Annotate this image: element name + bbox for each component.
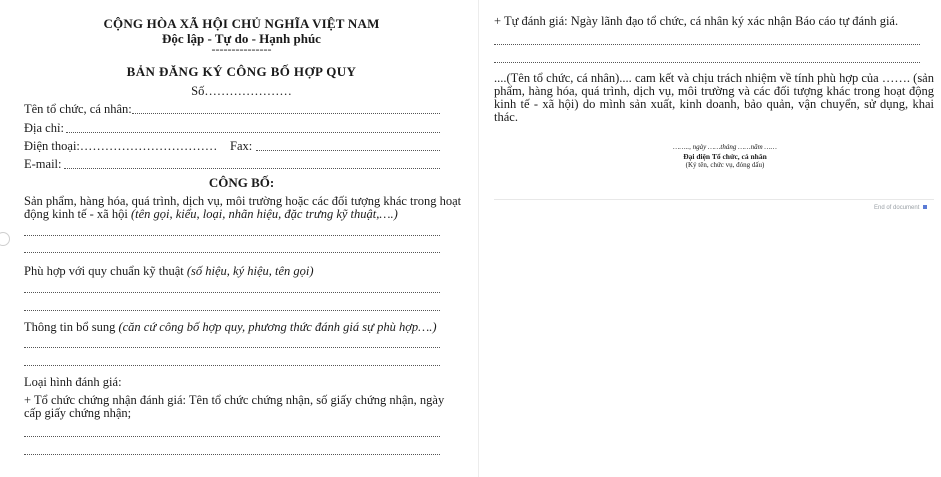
conformity-field-line-1[interactable] [24,292,440,293]
phone-label: Điện thoại:…………………………… [24,139,218,153]
end-of-document-marker [874,205,927,211]
email-field[interactable] [64,168,440,169]
conformity-description [24,264,314,279]
header-separator: --------------- [211,42,272,56]
fax-label: Fax: [230,139,253,153]
assessment-type-label: Loại hình đánh giá: [24,375,122,389]
conformity-field-line-2[interactable] [24,310,440,311]
document-number: Số………………… [191,84,292,98]
product-text: Sản phẩm, hàng hóa, quá trình, dịch vụ, môi trường hoặc các đối tượng khác trong hoạt động kinh tế - xã hội [24,194,462,221]
country-name: CỘNG HÒA XÃ HỘI CHỦ NGHĨA VIỆT NAM [103,16,380,31]
extra-info-field-line-2[interactable] [24,365,440,366]
signature-hint: (Ký tên, chức vụ, đóng dấu) [685,161,765,169]
product-description [24,195,464,221]
extra-info-hint: (căn cứ công bố hợp quy, phương thức đánh giá sự phù hợp….) [118,320,437,334]
product-hint: (tên gọi, kiểu, loại, nhãn hiệu, đặc trưng kỹ thuật,….) [130,207,398,221]
conformity-hint: (số hiệu, ký hiệu, tên gọi) [186,264,314,278]
extra-info-text: Thông tin bổ sung [24,320,119,334]
end-divider [494,199,934,200]
certification-field-line-2[interactable] [24,454,440,455]
signature-date-line: …….., ngày ……tháng ……năm …… [673,143,777,151]
certification-org-text: + Tổ chức chứng nhận đánh giá: Tên tổ chức chứng nhận, số giấy chứng nhận, ngày cấp giấy chứng nhận; [24,393,445,420]
national-motto: Độc lập - Tự do - Hạnh phúc [162,31,321,46]
extra-info-description [24,320,437,335]
commitment-text: ....(Tên tổ chức, cá nhân).... cam kết và chịu trách nhiệm về tính phù hợp của ……. (sản phẩm, hàng hóa, quá trình, dịch vụ, môi trường và các đối tượng khác trong hoạt động kinh tế - xã hội) do mình sản xuất, kinh doanh, bảo quản, vận chuyển, sử dụng, khai thác. [494,71,934,124]
document-title: BẢN ĐĂNG KÝ CÔNG BỐ HỢP QUY [126,64,357,79]
end-square-icon [923,205,927,209]
email-label: E-mail: [24,157,62,171]
certification-field-line-1[interactable] [24,436,440,437]
conformity-text: Phù hợp với quy chuẩn kỹ thuật [24,264,187,278]
product-field-line-2[interactable] [24,252,440,253]
product-field-line-1[interactable] [24,235,440,236]
fax-field[interactable] [256,150,440,151]
address-label: Địa chỉ: [24,121,64,135]
announce-heading: CÔNG BỐ: [208,175,275,190]
self-assessment-text: + Tự đánh giá: Ngày lãnh đạo tổ chức, cá nhân ký xác nhận Báo cáo tự đánh giá. [494,14,899,28]
self-assessment-field-line-2[interactable] [494,62,920,63]
extra-info-field-line-1[interactable] [24,347,440,348]
self-assessment-field-line-1[interactable] [494,44,920,45]
org-name-label: Tên tổ chức, cá nhân: [24,102,132,116]
representative-label: Đại diện Tổ chức, cá nhân [683,152,767,161]
document-page-2 [480,0,941,477]
page-divider [478,0,479,477]
address-field[interactable] [66,132,440,133]
end-of-document-text: End of document [874,205,920,211]
org-name-field[interactable] [132,113,440,114]
